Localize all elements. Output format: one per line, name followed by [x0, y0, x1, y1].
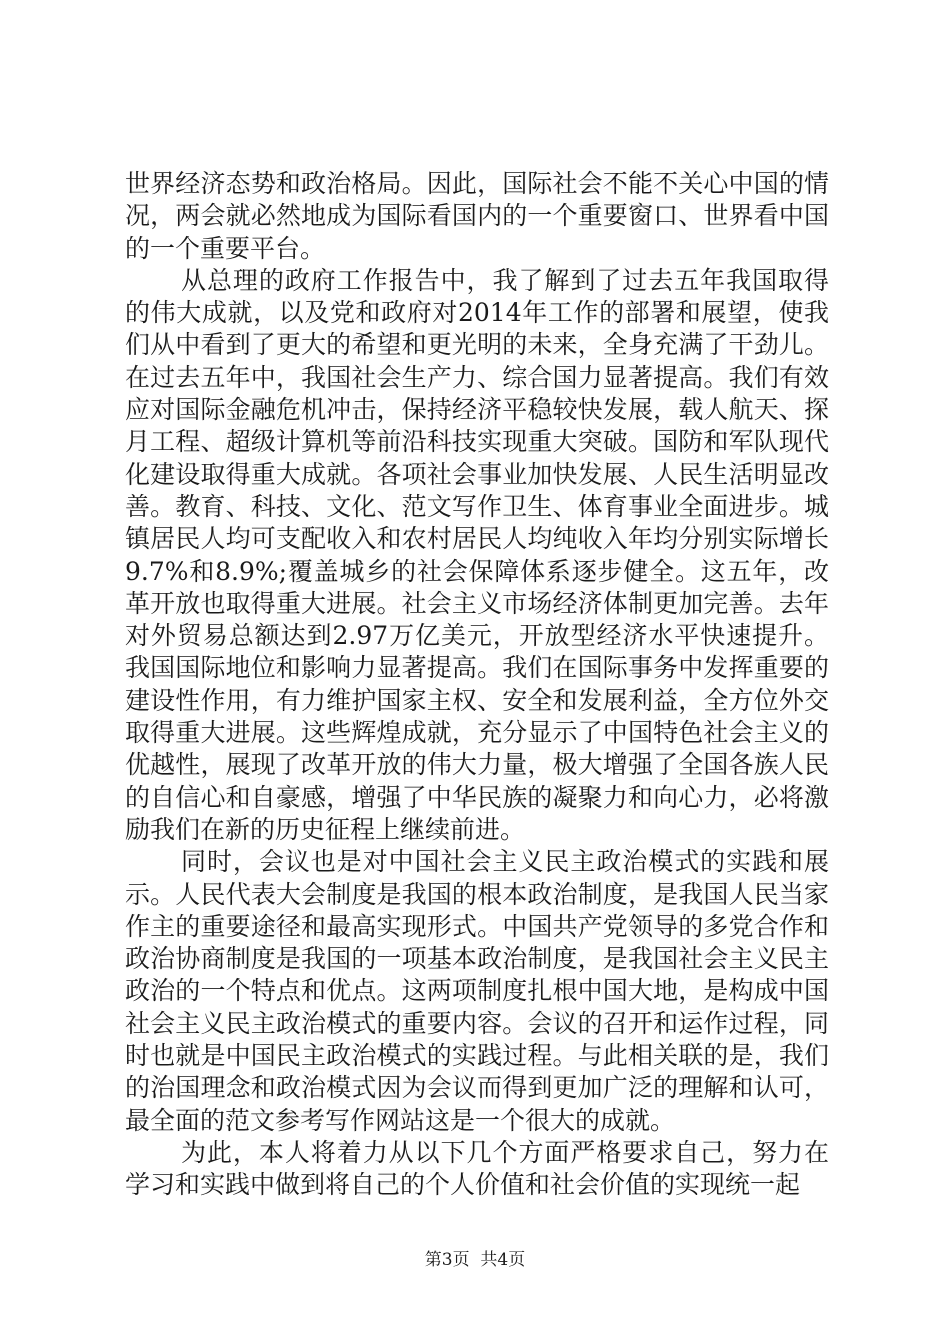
paragraph-1: 世界经济态势和政治格局。因此，国际社会不能不关心中国的情况，两会就必然地成为国际看国内的一个重要窗口、世界看中国的一个重要平台。	[125, 169, 829, 263]
paragraph-3: 同时，会议也是对中国社会主义民主政治模式的实践和展示。人民代表大会制度是我国的根本政治制度，是我国人民当家作主的重要途径和最高实现形式。中国共产党领导的多党合作和政治协商制度是我国的一项基本政治制度，是我国社会主义民主政治的一个特点和优点。这两项制度扎根中国大地，是构成中国社会主义民主政治模式的重要内容。会议的召开和运作过程，同时也就是中国民主政治模式的实践过程。与此相关联的是，我们的治国理念和政治模式因为会议而得到更加广泛的理解和认可，最全面的范文参考写作网站这是一个很大的成就。	[125, 847, 829, 1135]
paragraph-4: 为此，本人将着力从以下几个方面严格要求自己，努力在学习和实践中做到将自己的个人价值和社会价值的实现统一起	[125, 1137, 829, 1200]
document-body	[125, 168, 829, 1202]
page-footer	[0, 1245, 950, 1270]
page-number: 第3页 共4页	[424, 1250, 526, 1270]
paragraph-2: 从总理的政府工作报告中，我了解到了过去五年我国取得的伟大成就，以及党和政府对2014年工作的部署和展望，使我们从中看到了更大的希望和更光明的未来，全身充满了干劲儿。在过去五年中，我国社会生产力、综合国力显著提高。我们有效应对国际金融危机冲击，保持经济平稳较快发展，载人航天、探月工程、超级计算机等前沿科技实现重大突破。国防和军队现代化建设取得重大成就。各项社会事业加快发展、人民生活明显改善。教育、科技、文化、范文写作卫生、体育事业全面进步。城镇居民人均可支配收入和农村居民人均纯收入年均分别实际增长9.7%和8.9%;覆盖城乡的社会保障体系逐步健全。这五年，改革开放也取得重大进展。社会主义市场经济体制更加完善。去年对外贸易总额达到2.97万亿美元，开放型经济水平快速提升。我国国际地位和影响力显著提高。我们在国际事务中发挥重要的建设性作用，有力维护国家主权、安全和发展利益，全方位外交取得重大进展。这些辉煌成就，充分显示了中国特色社会主义的优越性，展现了改革开放的伟大力量，极大增强了全国各族人民的自信心和自豪感，增强了中华民族的凝聚力和向心力，必将激励我们在新的历史征程上继续前进。	[125, 265, 829, 844]
